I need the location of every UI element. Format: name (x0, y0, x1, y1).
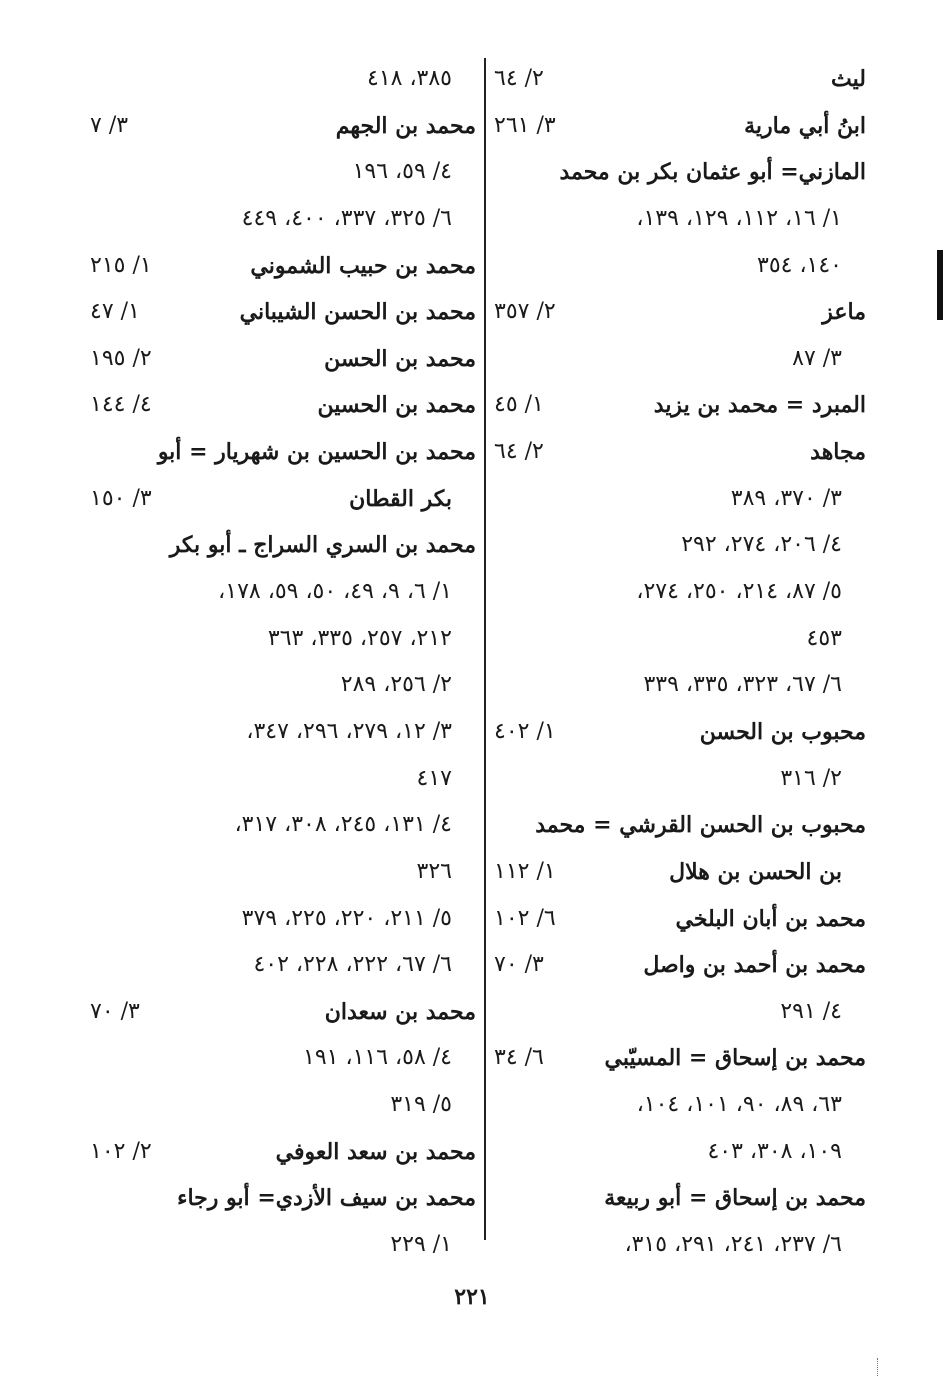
entry-references: ٢١٢، ٢٥٧، ٣٣٥، ٣٦٣ (267, 625, 452, 651)
entry-references: ٣٨٥، ٤١٨ (367, 66, 452, 91)
entry-name: محمد بن إسحاق = أبو ربيعة (604, 1185, 866, 1212)
index-entry-line (488, 662, 866, 709)
index-entry-line (488, 989, 866, 1036)
index-entry-line (488, 1082, 866, 1129)
index-entry-line (84, 989, 476, 1036)
entry-name: ابنُ أبي مارية (744, 112, 866, 139)
entry-references: ٤/ ١٣١، ٢٤٥، ٣٠٨، ٣١٧، (234, 812, 452, 838)
index-entry-line (84, 336, 476, 383)
entry-name: محمد بن الحسن الشيباني (239, 299, 476, 326)
entry-references: ٣/ ٣٧٠، ٣٨٩ (730, 485, 842, 511)
index-entry-line (488, 569, 866, 616)
index-entry-line (84, 616, 476, 663)
entry-references: ٤/ ٥٩، ١٩٦ (352, 159, 452, 185)
index-entry-line (84, 569, 476, 616)
index-entry-line (84, 56, 476, 103)
index-entry-line (488, 196, 866, 243)
entry-references: ٣٢٦ (416, 858, 452, 884)
entry-name: محمد بن الحسين (317, 392, 476, 419)
index-entry-line (84, 476, 476, 523)
index-entry-line (84, 662, 476, 709)
entry-name: محمد بن إسحاق = المسيّبي (604, 1045, 866, 1072)
entry-name: محمد بن السري السراج ـ أبو بكر (169, 532, 476, 559)
page-number: ٢٢١ (454, 1284, 490, 1310)
entry-page-ref: ٤/ ١٤٤ (90, 392, 152, 418)
index-entry-line (84, 1035, 476, 1082)
entry-page-ref: ٣/ ١٥٠ (90, 485, 152, 511)
index-entry-line (84, 849, 476, 896)
index-entry-line (84, 1082, 476, 1129)
index-entry-line (488, 756, 866, 803)
entry-references: ٥/ ٨٧، ٢١٤، ٢٥٠، ٢٧٤، (636, 579, 842, 605)
index-entry-line (488, 149, 866, 196)
entry-page-ref: ١/ ١١٢ (494, 858, 556, 884)
index-entry-line (84, 709, 476, 756)
entry-references: ٣/ ١٢، ٢٧٩، ٢٩٦، ٣٤٧، (246, 718, 452, 744)
index-entry-line (84, 802, 476, 849)
index-entry-line (84, 103, 476, 150)
index-entry-line (84, 289, 476, 336)
index-entry-line (84, 429, 476, 476)
entry-page-ref: ٢/ ١٩٥ (90, 345, 152, 371)
entry-references: ٤٥٣ (806, 625, 842, 651)
index-entry-line (488, 289, 866, 336)
entry-page-ref: ٣/ ٧٠ (494, 952, 544, 978)
entry-references: ٦/ ٦٧، ٢٢٢، ٢٢٨، ٤٠٢ (253, 952, 452, 978)
entry-page-ref: ١/ ٢١٥ (90, 252, 152, 278)
entry-page-ref: ٢/ ١٠٢ (90, 1138, 152, 1164)
entry-references: ٢/ ٢٥٦، ٢٨٩ (340, 672, 452, 698)
entry-name: ليث (831, 66, 866, 92)
entry-references: ٦٣، ٨٩، ٩٠، ١٠١، ١٠٤، (636, 1092, 842, 1118)
entry-references: ١/ ٢٢٩ (390, 1232, 452, 1258)
entry-references: ١/ ١٦، ١١٢، ١٢٩، ١٣٩، (636, 205, 842, 231)
entry-references: ٦/ ٣٢٥، ٣٣٧، ٤٠٠، ٤٤٩ (241, 205, 452, 231)
scan-edge-mark (937, 250, 943, 320)
entry-name: محمد بن سعدان (324, 998, 476, 1025)
entry-page-ref: ٣/ ٧ (90, 112, 129, 138)
index-entry-line (84, 243, 476, 290)
index-entry-line (488, 849, 866, 896)
entry-page-ref: ٢/ ٦٤ (494, 439, 544, 465)
entry-page-ref: ١/ ٤٧ (90, 299, 140, 325)
left-column (84, 56, 476, 1269)
entry-references: ١٤٠، ٣٥٤ (757, 252, 842, 278)
entry-name: محمد بن حبيب الشموني (250, 252, 476, 279)
entry-name: المازني= أبو عثمان بكر بن محمد (559, 159, 866, 186)
index-entry-line (488, 429, 866, 476)
index-entry-line (488, 476, 866, 523)
entry-page-ref: ٢/ ٣٥٧ (494, 299, 556, 325)
entry-references: ١٠٩، ٣٠٨، ٤٠٣ (707, 1138, 842, 1164)
index-entry-line (84, 896, 476, 943)
index-entry-line (488, 616, 866, 663)
index-entry-line (488, 1175, 866, 1222)
index-entry-line (488, 243, 866, 290)
entry-references: ١/ ٦، ٩، ٤٩، ٥٠، ٥٩، ١٧٨، (218, 579, 452, 605)
entry-references: ٤/ ٥٨، ١١٦، ١٩١ (303, 1045, 452, 1071)
entry-name: محبوب بن الحسن القرشي = محمد (535, 812, 866, 839)
entry-references: ٦/ ٢٣٧، ٢٤١، ٢٩١، ٣١٥، (624, 1232, 842, 1258)
index-entry-line (488, 336, 866, 383)
index-entry-line (488, 1035, 866, 1082)
index-entry-line (488, 942, 866, 989)
index-entry-line (488, 1129, 866, 1176)
entry-page-ref: ١/ ٤٠٢ (494, 718, 556, 744)
index-entry-line (488, 802, 866, 849)
entry-name: محمد بن الحسن (324, 345, 476, 372)
entry-name: مجاهد (810, 439, 866, 466)
entry-references: ٤/ ٢٩١ (780, 998, 842, 1024)
entry-page-ref: ٢/ ٦٤ (494, 66, 544, 91)
index-entry-line (488, 103, 866, 150)
entry-name: محمد بن أحمد بن واصل (643, 952, 866, 979)
entry-page-ref: ١/ ٤٥ (494, 392, 544, 418)
entry-references: ٤١٧ (416, 765, 452, 791)
entry-references: ٤/ ٢٠٦، ٢٧٤، ٢٩٢ (681, 532, 842, 558)
entry-name: محمد بن الحسين بن شهريار = أبو (157, 439, 476, 466)
index-entry-line (84, 382, 476, 429)
entry-references: ٦/ ٦٧، ٣٢٣، ٣٣٥، ٣٣٩ (643, 672, 842, 698)
index-entry-line (488, 56, 866, 103)
index-entry-line (84, 522, 476, 569)
entry-page-ref: ٦/ ١٠٢ (494, 905, 556, 931)
entry-references: ٥/ ٣١٩ (390, 1092, 452, 1118)
entry-name: محبوب بن الحسن (699, 718, 866, 745)
entry-name: بن الحسن بن هلال (669, 858, 842, 885)
entry-references: ٥/ ٢١١، ٢٢٠، ٢٢٥، ٣٧٩ (241, 905, 452, 931)
entry-page-ref: ٦/ ٣٤ (494, 1045, 544, 1071)
entry-references: ٢/ ٣١٦ (780, 765, 842, 791)
index-entry-line (488, 1222, 866, 1269)
right-column (488, 56, 866, 1269)
entry-name: المبرد = محمد بن يزيد (653, 392, 866, 419)
entry-name: محمد بن سيف الأزدي= أبو رجاء (177, 1185, 476, 1212)
entry-name: ماعز (822, 299, 866, 326)
index-entry-line (84, 1175, 476, 1222)
entry-page-ref: ٣/ ٢٦١ (494, 112, 556, 138)
index-entry-line (488, 709, 866, 756)
entry-name: محمد بن أبان البلخي (675, 905, 866, 932)
index-entry-line (84, 756, 476, 803)
index-entry-line (84, 1222, 476, 1269)
column-divider (484, 58, 486, 1240)
index-entry-line (488, 382, 866, 429)
entry-name: محمد بن سعد العوفي (275, 1138, 476, 1165)
index-entry-line (84, 149, 476, 196)
entry-name: محمد بن الجهم (335, 112, 476, 139)
index-entry-line (488, 522, 866, 569)
index-entry-line (84, 1129, 476, 1176)
scan-dots (877, 1358, 880, 1376)
index-entry-line (488, 896, 866, 943)
index-entry-line (84, 196, 476, 243)
entry-name: بكر القطان (349, 485, 452, 512)
index-entry-line (84, 942, 476, 989)
entry-references: ٣/ ٨٧ (792, 345, 842, 371)
entry-page-ref: ٣/ ٧٠ (90, 998, 140, 1024)
